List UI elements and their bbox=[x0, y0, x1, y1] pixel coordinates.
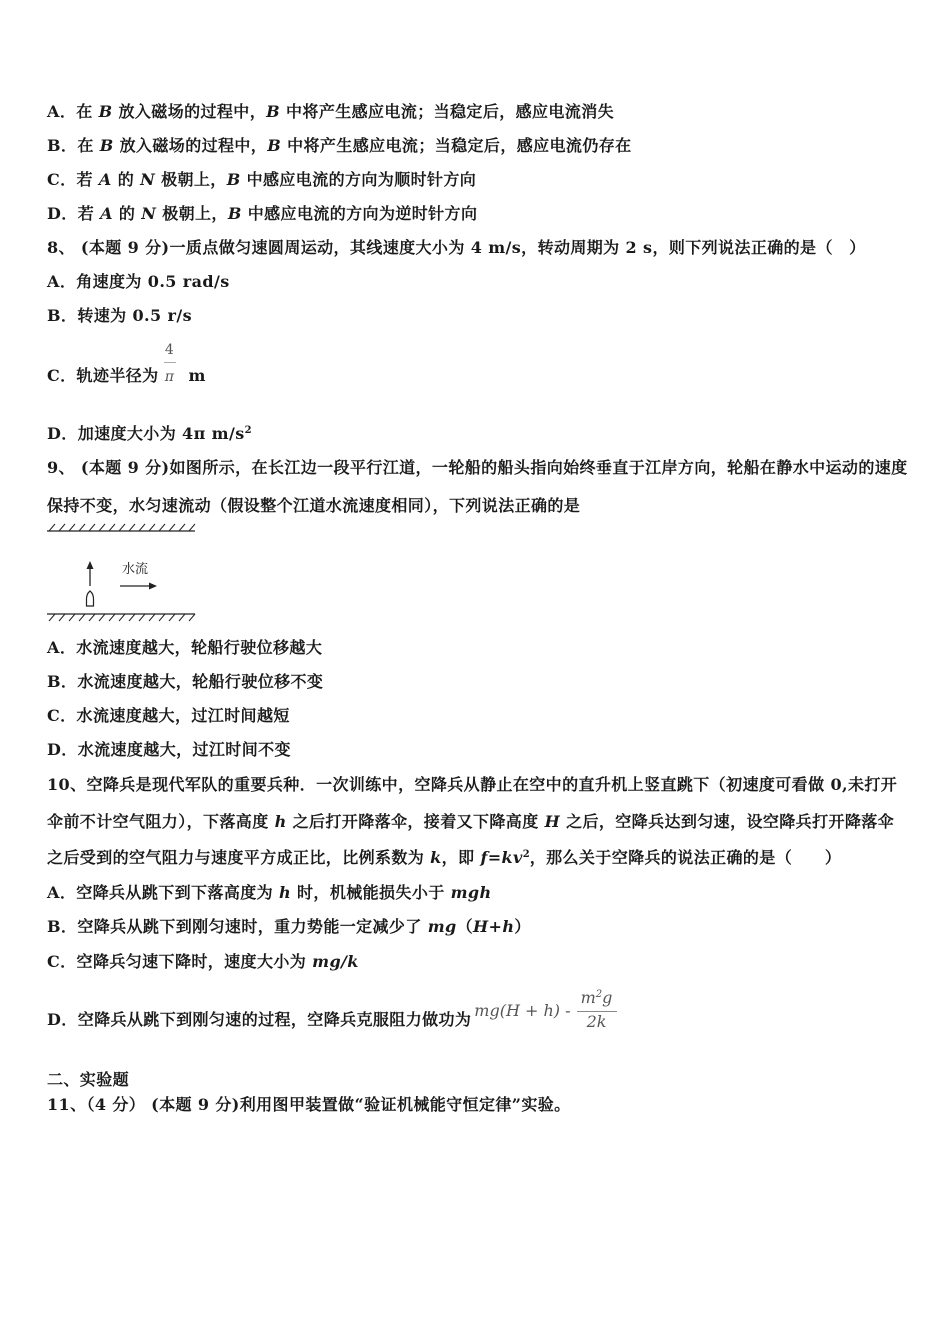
question-stem: 之后，空降兵达到匀速，设空降兵打开降落伞 bbox=[560, 812, 895, 831]
option-label: C． bbox=[47, 366, 77, 385]
question-stem: 空降兵是现代军队的重要兵种．一次训练中，空降兵从静止在空中的直升机上竖直跳下（初速度可看做 0,未打开 bbox=[86, 775, 898, 794]
q9-option-c bbox=[47, 706, 290, 726]
variable: A bbox=[98, 170, 112, 189]
question-stem: (本题 9 分)如图所示，在长江边一段平行江道，一轮船的船头指向始终垂直于江岸方向，轮船在静水中运动的速度 bbox=[74, 458, 908, 477]
variable: H bbox=[544, 812, 561, 831]
option-text: ） bbox=[514, 917, 531, 936]
option-text: 极朝上， bbox=[156, 204, 228, 223]
option-unit: m bbox=[182, 366, 206, 385]
option-text: 若 bbox=[77, 204, 101, 223]
variable: B bbox=[226, 170, 241, 189]
option-label: C． bbox=[47, 170, 77, 189]
option-text: 空降兵匀速下降时，速度大小为 bbox=[76, 952, 313, 971]
option-text: 的 bbox=[112, 204, 142, 223]
q8-option-c bbox=[47, 342, 206, 386]
q10-stem-line3 bbox=[47, 848, 841, 868]
variable: A bbox=[100, 204, 113, 223]
option-label: C． bbox=[47, 952, 77, 971]
option-text: 放入磁场的过程中， bbox=[113, 136, 268, 155]
section-title: 二、实验题 bbox=[47, 1070, 130, 1089]
river-bank-top-hatching bbox=[49, 524, 195, 531]
option-text: 中感应电流的方向为逆时针方向 bbox=[241, 204, 478, 223]
river-bank-bottom-hatching bbox=[49, 614, 195, 621]
q7-option-d bbox=[47, 204, 477, 224]
fraction-denominator: π bbox=[164, 369, 175, 385]
option-label: A． bbox=[47, 272, 77, 291]
q10-stem-line2 bbox=[47, 812, 894, 832]
q8-option-b bbox=[47, 306, 192, 326]
q10-option-d bbox=[47, 988, 617, 1031]
superscript: 2 bbox=[522, 849, 530, 860]
question-number: 8、 bbox=[47, 238, 75, 257]
q7-option-b bbox=[47, 136, 632, 156]
formula-fraction bbox=[577, 988, 617, 1031]
option-text: 转速为 0.5 r/s bbox=[77, 306, 192, 325]
variable: B bbox=[227, 204, 242, 223]
numerator-tail: g bbox=[602, 988, 613, 1007]
question-number: 10、 bbox=[47, 775, 87, 794]
q10-option-c bbox=[47, 952, 359, 972]
q8-option-a bbox=[47, 272, 230, 292]
water-flow-arrow-head bbox=[149, 583, 157, 590]
option-text: 轨迹半径为 bbox=[76, 366, 159, 385]
fraction-numerator bbox=[577, 989, 617, 1007]
option-label: D． bbox=[47, 424, 78, 443]
q9-option-a bbox=[47, 638, 322, 658]
option-label: A． bbox=[47, 638, 77, 657]
question-stem: 保持不变，水匀速流动（假设整个江道水流速度相同），下列说法正确的是 bbox=[47, 496, 581, 515]
numerator-exponent: 2 bbox=[595, 989, 603, 1000]
option-label: B． bbox=[47, 917, 78, 936]
q7-option-a bbox=[47, 102, 614, 122]
variable: H+h bbox=[473, 917, 515, 936]
option-text: 空降兵从跳下到下落高度为 bbox=[76, 883, 279, 902]
option-text: 中将产生感应电流；当稳定后，感应电流仍存在 bbox=[281, 136, 632, 155]
option-label: D． bbox=[47, 740, 78, 759]
option-text: 中将产生感应电流；当稳定后，感应电流消失 bbox=[280, 102, 615, 121]
variable: h bbox=[274, 812, 287, 831]
option-label: A． bbox=[47, 883, 77, 902]
q7-option-c bbox=[47, 170, 476, 190]
option-label: D． bbox=[47, 1010, 78, 1029]
option-label: B． bbox=[47, 672, 78, 691]
numerator-base: m bbox=[580, 988, 596, 1007]
variable: mg bbox=[427, 917, 457, 936]
boat-icon bbox=[86, 591, 93, 606]
variable: B bbox=[98, 102, 113, 121]
option-text: 加速度大小为 4π m/s bbox=[77, 424, 245, 443]
option-text: 放入磁场的过程中， bbox=[112, 102, 267, 121]
option-text: 中感应电流的方向为顺时针方向 bbox=[240, 170, 477, 189]
option-label: A． bbox=[47, 102, 77, 121]
q10-option-b bbox=[47, 917, 531, 937]
q10-stem-line1 bbox=[47, 775, 897, 795]
option-text: 若 bbox=[76, 170, 99, 189]
variable: N bbox=[141, 204, 157, 223]
option-text: 极朝上， bbox=[155, 170, 227, 189]
option-text: 水流速度越大，过江时间越短 bbox=[76, 706, 290, 725]
option-label: B． bbox=[47, 136, 78, 155]
question-stem: ，那么关于空降兵的说法正确的是（ ） bbox=[529, 848, 842, 867]
q8-option-d bbox=[47, 424, 252, 444]
option-text: 在 bbox=[76, 102, 99, 121]
q9-option-d bbox=[47, 740, 291, 760]
variable: f=kv bbox=[480, 848, 523, 867]
option-label: C． bbox=[47, 706, 77, 725]
question-number: 11、 bbox=[47, 1095, 87, 1114]
q10-option-a bbox=[47, 883, 492, 903]
fraction-denominator: 2k bbox=[586, 1012, 607, 1031]
fraction-numerator: 4 bbox=[164, 342, 175, 358]
question-stem: (本题 9 分)一质点做匀速圆周运动，其线速度大小为 4 m/s，转动周期为 2 s，则下列说法正确的是（ ） bbox=[74, 238, 866, 257]
option-text: 水流速度越大，轮船行驶位移越大 bbox=[76, 638, 323, 657]
q9-option-b bbox=[47, 672, 323, 692]
question-stem: 之后受到的空气阻力与速度平方成正比，比例系数为 bbox=[47, 848, 431, 867]
question-stem: 之后打开降落伞，接着又下降高度 bbox=[286, 812, 545, 831]
section-heading bbox=[47, 1070, 129, 1090]
option-text: 的 bbox=[111, 170, 141, 189]
option-text: 水流速度越大，轮船行驶位移不变 bbox=[77, 672, 324, 691]
option-text: 在 bbox=[77, 136, 100, 155]
variable: B bbox=[266, 102, 281, 121]
work-formula bbox=[474, 988, 616, 1031]
q9-stem-line2 bbox=[47, 496, 580, 516]
option-text: 空降兵从跳下到刚匀速的过程，空降兵克服阻力做功为 bbox=[77, 1010, 472, 1029]
option-label: B． bbox=[47, 306, 78, 325]
option-label: D． bbox=[47, 204, 78, 223]
q8-stem bbox=[47, 238, 866, 258]
variable: B bbox=[267, 136, 282, 155]
question-stem: ，即 bbox=[441, 848, 481, 867]
variable: mg/k bbox=[312, 952, 359, 971]
boat-heading-arrow-head bbox=[87, 561, 94, 569]
question-stem: 伞前不计空气阻力），下落高度 bbox=[47, 812, 275, 831]
variable: k bbox=[430, 848, 442, 867]
water-flow-label: 水流 bbox=[122, 562, 149, 577]
option-text: 水流速度越大，过江时间不变 bbox=[77, 740, 291, 759]
question-number: 9、 bbox=[47, 458, 75, 477]
fraction-bar bbox=[164, 362, 176, 363]
q11-stem bbox=[47, 1095, 571, 1115]
option-text: （ bbox=[456, 917, 474, 936]
formula-lead: mg(H + h) - bbox=[474, 1001, 571, 1020]
variable: h bbox=[279, 883, 292, 902]
option-text: 时，机械能损失小于 bbox=[291, 883, 451, 902]
variable: mgh bbox=[450, 883, 492, 902]
question-stem: （4 分） (本题 9 分)利用图甲装置做“验证机械能守恒定律”实验。 bbox=[86, 1095, 571, 1114]
superscript: 2 bbox=[244, 425, 252, 436]
option-text: 角速度为 0.5 rad/s bbox=[76, 272, 230, 291]
variable: B bbox=[99, 136, 114, 155]
radius-fraction bbox=[162, 342, 178, 386]
q9-stem-line1 bbox=[47, 458, 908, 478]
option-text: 空降兵从跳下到刚匀速时，重力势能一定减少了 bbox=[77, 917, 428, 936]
variable: N bbox=[140, 170, 156, 189]
